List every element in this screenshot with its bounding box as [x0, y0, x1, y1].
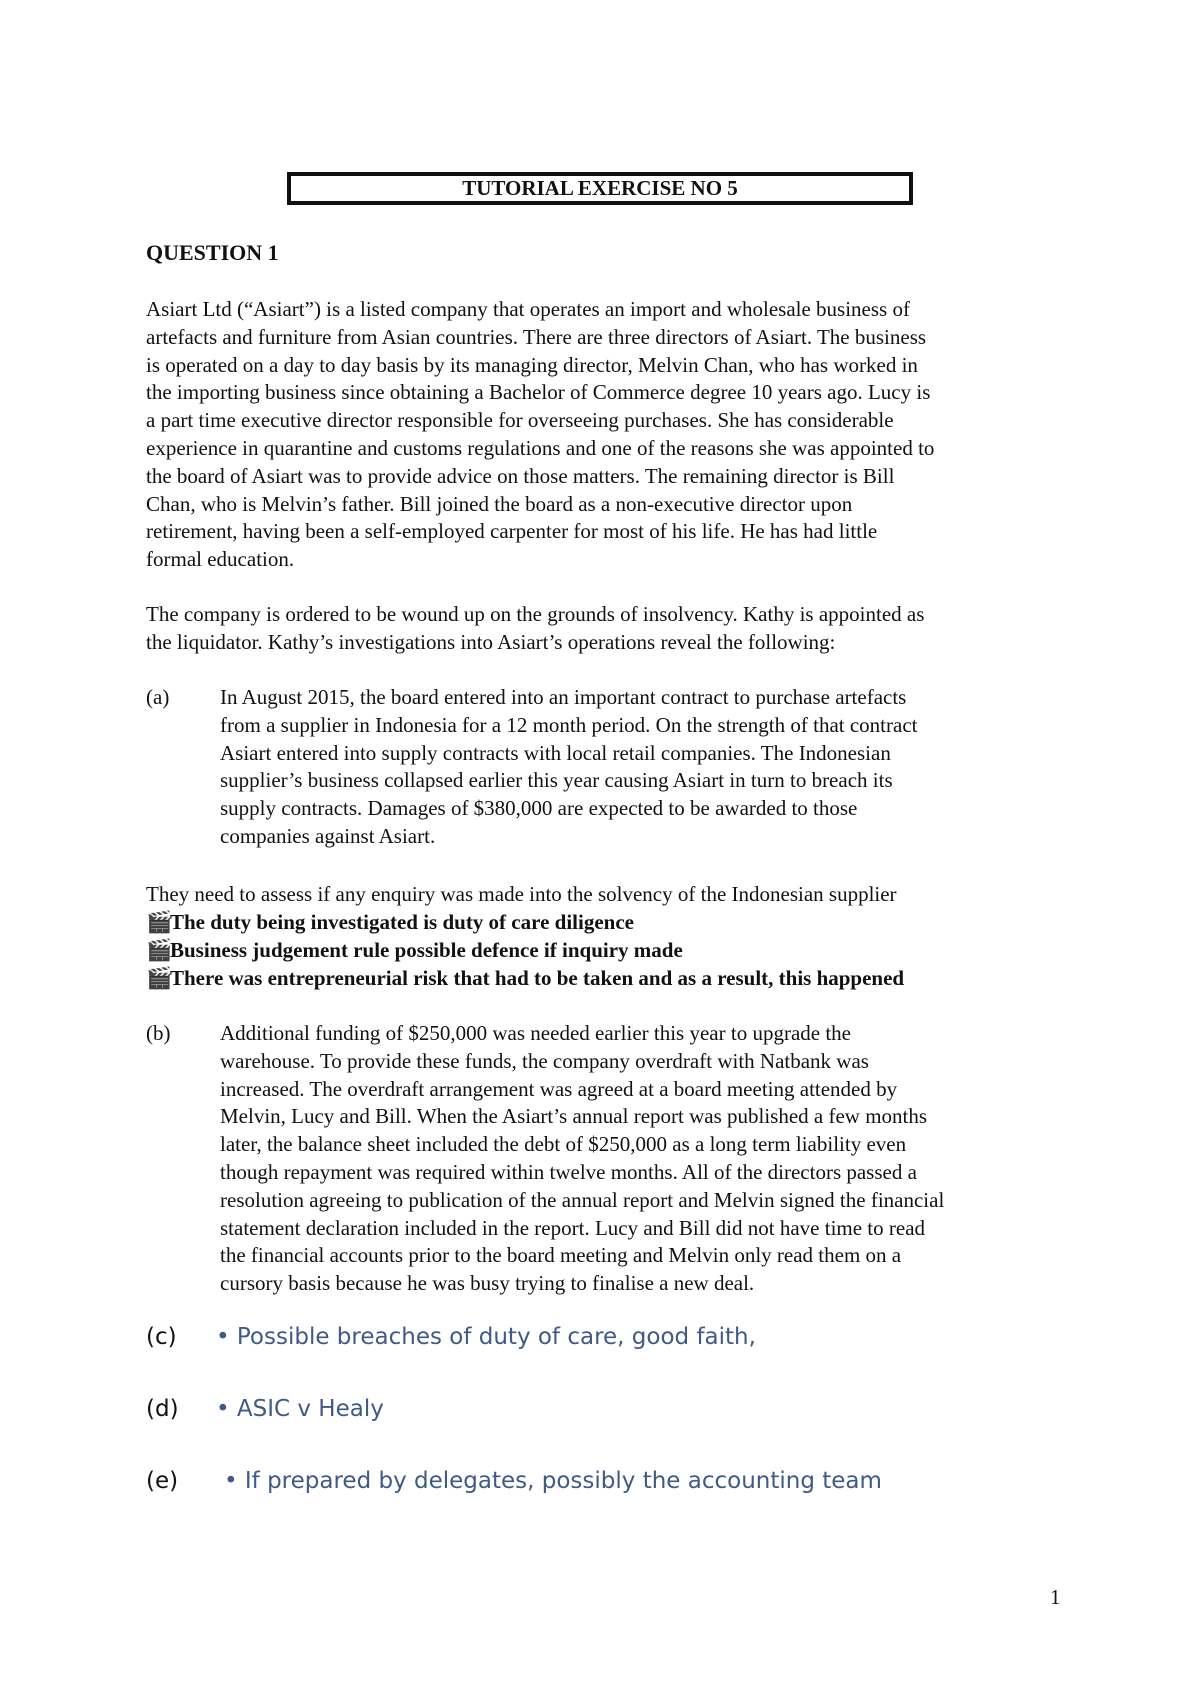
text-line: from a supplier in Indonesia for a 12 month period. On the strength of that contract — [220, 712, 918, 737]
item-body — [220, 684, 1060, 851]
text-line: warehouse. To provide these funds, the company overdraft with Natbank was — [220, 1048, 869, 1073]
clapperboard-icon: 🎬 — [146, 966, 173, 990]
text-line: Asiart Ltd (“Asiart”) is a listed company that operates an import and wholesale business of — [146, 297, 910, 321]
note-letter: (e) — [146, 1468, 179, 1494]
text-line: later, the balance sheet included the debt of $250,000 as a long term liability even — [220, 1132, 907, 1157]
text-line: the board of Asiart was to provide advice on those matters. The remaining director is Bill — [146, 463, 895, 488]
bullet-text: Business judgement rule possible defence if inquiry made — [170, 938, 683, 962]
text-line: the importing business since obtaining a Bachelor of Commerce degree 10 years ago. Lucy is — [146, 380, 931, 405]
text-line: In August 2015, the board entered into an important contract to purchase artefacts — [220, 685, 907, 709]
bullet-text: The duty being investigated is duty of care diligence — [170, 910, 634, 934]
text-line: statement declaration included in the report. Lucy and Bill did not have time to read — [220, 1215, 926, 1240]
note-text: • Possible breaches of duty of care, good faith, — [216, 1324, 756, 1350]
page-number: 1 — [1050, 1585, 1061, 1609]
text-line: supplier’s business collapsed earlier this year causing Asiart in turn to breach its — [220, 768, 893, 793]
item-letter: (b) — [146, 1021, 171, 1045]
text-line: experience in quarantine and customs regulations and one of the reasons she was appointed to — [146, 435, 935, 460]
text-line: Melvin, Lucy and Bill. When the Asiart’s annual report was published a few months — [220, 1104, 928, 1129]
text-line: companies against Asiart. — [220, 823, 436, 848]
note-text: • ASIC v Healy — [216, 1396, 384, 1422]
text-line: the liquidator. Kathy’s investigations into Asiart’s operations reveal the following: — [146, 629, 836, 654]
bullet-text: There was entrepreneurial risk that had to be taken and as a result, this happened — [170, 966, 905, 990]
assess-line: They need to assess if any enquiry was made into the solvency of the Indonesian supplier — [146, 882, 897, 906]
text-line: though repayment was required within twelve months. All of the directors passed a — [220, 1159, 917, 1184]
intro-paragraph — [146, 296, 1060, 574]
item-letter: (a) — [146, 685, 170, 709]
text-line: retirement, having been a self-employed carpenter for most of his life. He has had little — [146, 519, 878, 544]
note-text: • If prepared by delegates, possibly the accounting team — [224, 1468, 882, 1494]
exercise-title: TUTORIAL EXERCISE NO 5 — [287, 172, 913, 205]
question-heading: QUESTION 1 — [146, 240, 279, 265]
text-line: is operated on a day to day basis by its managing director, Melvin Chan, who has worked in — [146, 352, 918, 377]
liquidation-paragraph — [146, 601, 1060, 657]
note-letter: (c) — [146, 1324, 177, 1350]
text-line: artefacts and furniture from Asian countries. There are three directors of Asiart. The business — [146, 324, 927, 349]
text-line: increased. The overdraft arrangement was agreed at a board meeting attended by — [220, 1076, 898, 1101]
clapperboard-icon: 🎬 — [146, 938, 173, 962]
bullet-item — [146, 909, 634, 937]
clapperboard-icon: 🎬 — [146, 910, 173, 934]
text-line: cursory basis because he was busy trying to finalise a new deal. — [220, 1271, 755, 1296]
item-body — [220, 1020, 1060, 1298]
bullet-item — [146, 937, 683, 965]
text-line: the financial accounts prior to the board meeting and Melvin only read them on a — [220, 1243, 902, 1268]
text-line: a part time executive director responsible for overseeing purchases. She has considerable — [146, 408, 894, 433]
text-line: resolution agreeing to publication of the annual report and Melvin signed the financial — [220, 1187, 945, 1212]
text-line: Additional funding of $250,000 was needed earlier this year to upgrade the — [220, 1021, 851, 1045]
text-line: formal education. — [146, 547, 295, 572]
text-line: Chan, who is Melvin’s father. Bill joined the board as a non-executive director upon — [146, 491, 853, 516]
note-letter: (d) — [146, 1396, 179, 1422]
text-line: Asiart entered into supply contracts with local retail companies. The Indonesian — [220, 740, 891, 765]
text-line: supply contracts. Damages of $380,000 are expected to be awarded to those — [220, 796, 858, 821]
bullet-item — [146, 965, 904, 993]
text-line: The company is ordered to be wound up on the grounds of insolvency. Kathy is appointed as — [146, 602, 925, 626]
